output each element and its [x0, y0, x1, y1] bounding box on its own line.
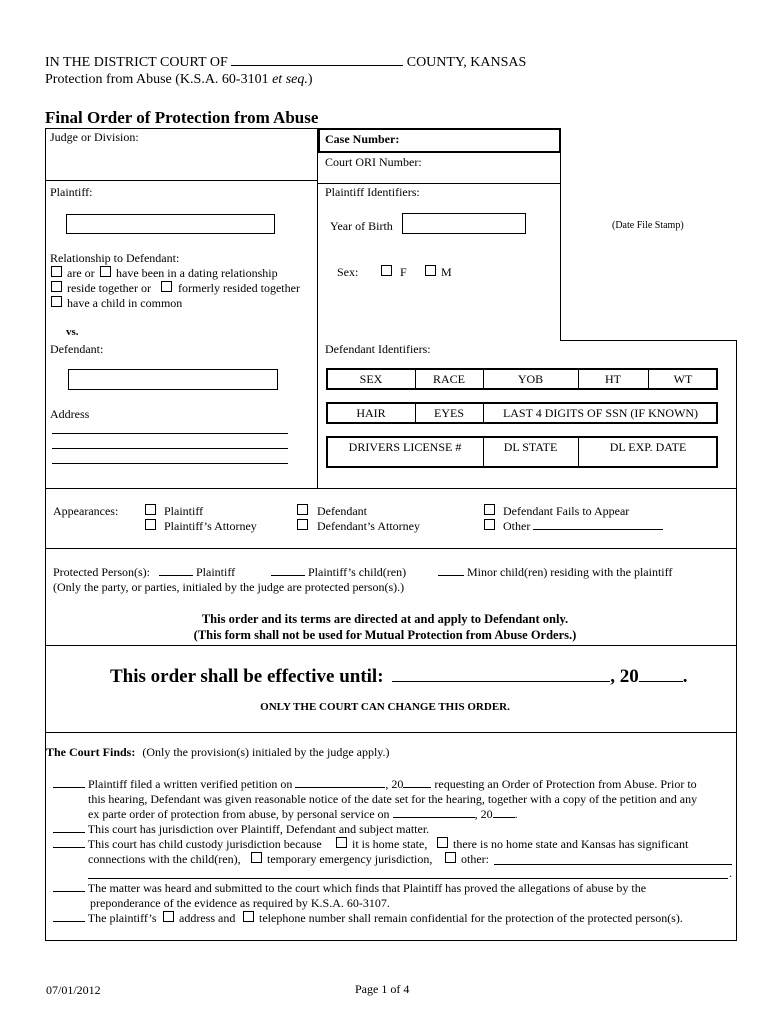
rel-are-label: are or: [67, 266, 95, 280]
finding-4-line2: preponderance of the evidence as required by K.S.A. 60-3107.: [90, 896, 390, 910]
finding-3-other-blank-2[interactable]: [88, 878, 728, 879]
rel-formerly-checkbox[interactable]: [161, 281, 172, 292]
finding-3-no-home-state-checkbox[interactable]: [437, 837, 448, 848]
finding-3-other-checkbox[interactable]: [445, 852, 456, 863]
date-file-stamp: (Date File Stamp): [612, 220, 684, 231]
finding-1-text-line3c: .: [514, 807, 518, 821]
appear-defendant-attorney-label: Defendant’s Attorney: [317, 519, 420, 533]
cell-wt: WT: [673, 372, 693, 386]
rel-child-checkbox[interactable]: [51, 296, 62, 307]
appear-other-checkbox[interactable]: [484, 519, 495, 530]
hline-defendant: [560, 340, 737, 341]
address-line-2[interactable]: [52, 448, 288, 449]
plaintiff-name-field[interactable]: [66, 214, 275, 234]
protected-plaintiff-label: Plaintiff: [195, 565, 236, 579]
rel-dating-label: have been in a dating relationship: [116, 266, 278, 280]
appearances-label: Appearances:: [53, 504, 119, 518]
case-number-label: Case Number:: [325, 132, 400, 146]
finding-5-telephone-checkbox[interactable]: [243, 911, 254, 922]
finding-1-service-blank[interactable]: [393, 817, 475, 818]
finding-3-period: .: [729, 866, 732, 880]
address-line-3[interactable]: [52, 463, 288, 464]
finding-3-line1: [53, 837, 322, 852]
court-prefix: IN THE DISTRICT COURT OF: [45, 55, 228, 70]
effective-year-blank[interactable]: [639, 681, 683, 682]
protected-minor-label: Minor child(ren) residing with the plaintiff: [467, 565, 673, 579]
directive-line1: This order and its terms are directed at and apply to Defendant only.: [201, 612, 569, 626]
cell-ht: HT: [605, 372, 621, 386]
finding-1-year-blank[interactable]: [403, 787, 431, 788]
finding-1-line3: [88, 807, 518, 822]
year-of-birth-label: Year of Birth: [330, 219, 393, 233]
cell-dl-exp: DL EXP. DATE: [609, 440, 687, 454]
protected-plaintiff-blank[interactable]: [159, 575, 193, 576]
finding-2-text: This court has jurisdiction over Plaintiff, Defendant and subject matter.: [87, 822, 430, 836]
effective-row: [110, 666, 688, 688]
finding-4-text-a: The matter was heard and submitted to the court which finds that Plaintiff has proved the allegations of abuse by the: [87, 881, 647, 895]
protected-minor-row: [438, 565, 672, 580]
protected-child-blank[interactable]: [271, 575, 305, 576]
appear-fails-checkbox[interactable]: [484, 504, 495, 515]
finding-1-text-line3b: , 20: [474, 807, 493, 821]
protected-note: (Only the party, or parties, initialed by the judge are protected person(s).): [53, 580, 405, 594]
sex-m-label: M: [441, 265, 452, 279]
rel-are-checkbox[interactable]: [51, 266, 62, 277]
effective-year-prefix: , 20: [610, 666, 639, 687]
finding-5-initial[interactable]: [53, 921, 85, 922]
hline-appearances: [45, 488, 737, 489]
effective-text: This order shall be effective until:: [110, 666, 384, 687]
finding-1-text-b: , 20: [385, 777, 404, 791]
court-header-line2: [45, 72, 313, 88]
finding-1-line1: [53, 777, 697, 792]
address-label: Address: [50, 407, 90, 421]
finding-2-initial[interactable]: [53, 832, 85, 833]
frame-left: [45, 128, 46, 941]
finding-3-text-b: it is home state,: [352, 837, 428, 851]
vline-case-right: [560, 128, 561, 340]
appear-plaintiff-checkbox[interactable]: [145, 504, 156, 515]
statute-end: ): [307, 72, 313, 87]
sex-m-checkbox[interactable]: [425, 265, 436, 276]
frame-bottom: [45, 940, 737, 941]
directive-line2: (This form shall not be used for Mutual Protection from Abuse Orders.): [193, 628, 577, 642]
appear-plaintiff-label: Plaintiff: [164, 504, 204, 518]
defendant-name-field[interactable]: [68, 369, 278, 390]
relationship-label: Relationship to Defendant:: [50, 251, 180, 265]
finding-3-text-d: connections with the child(ren),: [88, 852, 241, 866]
frame-top: [45, 128, 317, 129]
finding-3-text-c: there is no home state and Kansas has significant: [453, 837, 689, 851]
judge-label: Judge or Division:: [50, 130, 139, 144]
footer-page: Page 1 of 4: [355, 982, 410, 996]
cell-eyes: EYES: [434, 406, 464, 420]
cell-drivers-license: DRIVERS LICENSE #: [348, 440, 462, 454]
finding-3-text-e: temporary emergency jurisdiction,: [267, 852, 433, 866]
finding-1-text-a: Plaintiff filed a written verified petition on: [88, 777, 293, 791]
vs-label: vs.: [66, 326, 79, 338]
effective-period: .: [682, 666, 688, 687]
plaintiff-label: Plaintiff:: [50, 185, 93, 199]
cell-yob: YOB: [517, 372, 544, 386]
finding-5-text-a: The plaintiff’s: [87, 911, 157, 925]
court-ori-label: Court ORI Number:: [325, 155, 422, 169]
rel-reside-checkbox[interactable]: [51, 281, 62, 292]
finding-3-initial[interactable]: [53, 847, 85, 848]
statute-italic: et seq.: [272, 72, 308, 87]
finding-4-initial[interactable]: [53, 891, 85, 892]
cell-hair: HAIR: [356, 406, 386, 420]
rel-child-label: have a child in common: [67, 296, 183, 310]
findings-heading: The Court Finds:: [46, 745, 136, 759]
hline-findings: [45, 732, 737, 733]
appear-defendant-attorney-checkbox[interactable]: [297, 519, 308, 530]
protected-child-label: Plaintiff’s child(ren): [308, 565, 407, 579]
hline-plaintiff: [45, 180, 317, 181]
finding-5-text-b: address and: [179, 911, 236, 925]
defendant-identifiers-label: Defendant Identifiers:: [325, 342, 431, 356]
protected-label: Protected Person(s):: [53, 565, 150, 579]
effective-date-blank[interactable]: [392, 681, 610, 682]
appear-plaintiff-attorney-checkbox[interactable]: [145, 519, 156, 530]
finding-1-date-blank[interactable]: [295, 787, 385, 788]
page-title: Final Order of Protection from Abuse: [45, 108, 319, 127]
cell-dl-state: DL STATE: [503, 440, 558, 454]
finding-3-emergency-checkbox[interactable]: [251, 852, 262, 863]
cell-race: RACE: [432, 372, 465, 386]
finding-5-address-checkbox[interactable]: [163, 911, 174, 922]
protected-minor-blank[interactable]: [438, 575, 464, 576]
sex-f-checkbox[interactable]: [381, 265, 392, 276]
hline-effective: [45, 645, 737, 646]
vline-mid-lower: [317, 340, 318, 488]
rel-dating-checkbox[interactable]: [100, 266, 111, 277]
finding-3-text-f: other:: [461, 852, 489, 866]
finding-1-text-line3a: ex parte order of protection from abuse, by personal service on: [88, 807, 390, 821]
findings-heading-row: [46, 745, 390, 760]
appear-defendant-label: Defendant: [317, 504, 367, 518]
finding-1-service-year-blank[interactable]: [493, 817, 515, 818]
defendant-label: Defendant:: [50, 342, 104, 356]
cell-sex: SEX: [359, 372, 383, 386]
sex-label: Sex:: [337, 265, 359, 279]
rel-reside-label: reside together or: [67, 281, 151, 295]
finding-3-other-blank[interactable]: [494, 864, 732, 865]
findings-heading-note: (Only the provision(s) initialed by the judge apply.): [142, 745, 390, 759]
finding-1-initial[interactable]: [53, 787, 85, 788]
court-header-line1: [45, 55, 526, 71]
plaintiff-identifiers-label: Plaintiff Identifiers:: [325, 185, 420, 199]
finding-5-line: [53, 911, 157, 926]
finding-5-text-c: telephone number shall remain confidential for the protection of the protected person(s).: [259, 911, 683, 925]
county-blank[interactable]: [231, 65, 403, 66]
hline-ori: [318, 183, 561, 184]
court-suffix: COUNTY, KANSAS: [406, 55, 527, 70]
appear-fails-label: Defendant Fails to Appear: [503, 504, 630, 518]
protected-row: [53, 565, 235, 580]
finding-3-text-a: This court has child custody jurisdiction because: [87, 837, 322, 851]
finding-1-text-c: requesting an Order of Protection from Abuse. Prior to: [434, 777, 697, 791]
finding-1-line2: this hearing, Defendant was given reasonable notice of the date set for the hearing, together with a copy of the petition and any: [88, 792, 698, 806]
statute-text: Protection from Abuse (K.S.A. 60-3101: [45, 72, 273, 87]
sex-f-label: F: [400, 265, 407, 279]
hline-protected: [45, 548, 737, 549]
footer-date: 07/01/2012: [46, 983, 101, 997]
cell-ssn: LAST 4 DIGITS OF SSN (IF KNOWN): [502, 406, 699, 420]
finding-4-line1: [53, 881, 646, 896]
other-text: Other: [503, 519, 531, 533]
appear-other-label: [503, 519, 663, 534]
year-of-birth-field[interactable]: [402, 213, 526, 234]
vline-mid: [317, 128, 318, 340]
finding-3-home-state-checkbox[interactable]: [336, 837, 347, 848]
appear-defendant-checkbox[interactable]: [297, 504, 308, 515]
address-line-1[interactable]: [52, 433, 288, 434]
protected-child-row: [271, 565, 406, 580]
only-court-text: ONLY THE COURT CAN CHANGE THIS ORDER.: [260, 701, 510, 713]
finding-2: [53, 822, 429, 837]
rel-formerly-label: formerly resided together: [178, 281, 300, 295]
appear-plaintiff-attorney-label: Plaintiff’s Attorney: [164, 519, 257, 533]
other-blank[interactable]: [533, 529, 663, 530]
